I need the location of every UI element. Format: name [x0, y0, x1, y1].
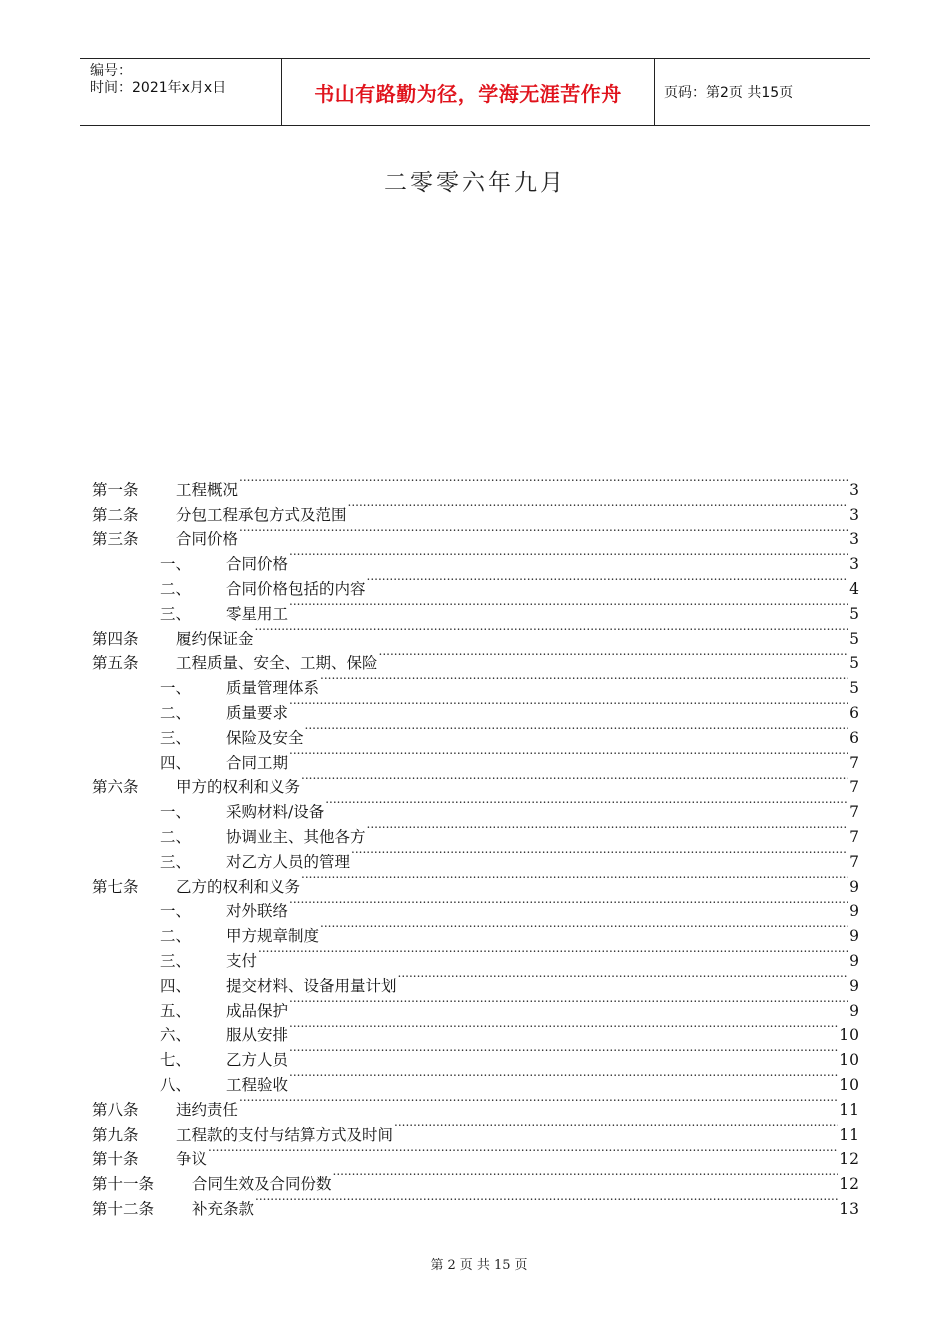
- toc-entry-page: 10: [839, 1075, 859, 1094]
- toc-dot-leader: [398, 966, 849, 991]
- toc-dot-leader: [289, 1040, 838, 1065]
- table-of-contents: [92, 470, 859, 1218]
- toc-dot-leader: [301, 768, 848, 793]
- toc-entry-number: 二、: [160, 827, 192, 846]
- toc-entry-page: 12: [839, 1150, 859, 1169]
- toc-dot-leader: [367, 569, 849, 594]
- toc-entry-page: 6: [849, 703, 859, 722]
- toc-entry-number: 二、: [160, 703, 192, 722]
- toc-entry-number: 二、: [160, 579, 192, 598]
- doc-number-label: 编号：: [90, 63, 132, 79]
- toc-entry-number: 四、: [160, 976, 192, 995]
- toc-entry-page: 9: [849, 902, 859, 921]
- toc-entry-page: 5: [849, 679, 859, 698]
- toc-dot-leader: [289, 544, 848, 569]
- toc-entry[interactable]: [92, 1140, 859, 1169]
- toc-entry-number: 第三条: [92, 530, 139, 549]
- toc-entry-number: 八、: [160, 1075, 192, 1094]
- toc-entry-number: 三、: [160, 951, 192, 970]
- toc-dot-leader: [239, 470, 848, 495]
- toc-entry-page: 9: [849, 877, 859, 896]
- toc-dot-leader: [320, 916, 848, 941]
- toc-entry-title: 乙方的权利和义务: [176, 877, 301, 896]
- toc-dot-leader: [289, 693, 848, 718]
- document-date-title: 二零零六年九月: [384, 170, 566, 196]
- toc-entry-title: 争议: [176, 1150, 208, 1169]
- toc-entry-number: 第十条: [92, 1150, 139, 1169]
- footer-prefix: 第: [430, 1258, 444, 1273]
- toc-dot-leader: [305, 718, 849, 743]
- header-motto: 书山有路勤为径，学海无涯苦作舟: [281, 59, 655, 125]
- toc-entry-title: 质量管理体系: [226, 679, 320, 698]
- toc-entry-title: 甲方的权利和义务: [176, 778, 301, 797]
- toc-entry-title: 提交材料、设备用量计划: [226, 976, 397, 995]
- toc-dot-leader: [258, 941, 848, 966]
- toc-dot-leader: [320, 668, 848, 693]
- toc-entry-title: 工程款的支付与结算方式及时间: [176, 1125, 394, 1144]
- toc-dot-leader: [351, 842, 848, 867]
- toc-entry-page: 3: [849, 505, 859, 524]
- toc-entry-number: 一、: [160, 902, 192, 921]
- toc-entry-title: 分包工程承包方式及范围: [176, 505, 347, 524]
- toc-dot-leader: [255, 619, 849, 644]
- toc-entry-title: 工程概况: [176, 480, 239, 499]
- toc-entry-title: 工程质量、安全、工期、保险: [176, 654, 378, 673]
- toc-dot-leader: [208, 1140, 838, 1165]
- toc-entry-number: 三、: [160, 728, 192, 747]
- toc-dot-leader: [333, 1164, 839, 1189]
- toc-dot-leader: [289, 1016, 838, 1041]
- toc-dot-leader: [301, 867, 848, 892]
- toc-entry-number: 六、: [160, 1026, 192, 1045]
- toc-entry-number: 三、: [160, 604, 192, 623]
- toc-entry-number: 第一条: [92, 480, 139, 499]
- toc-entry-title: 违约责任: [176, 1100, 239, 1119]
- toc-entry-title: 履约保证金: [176, 629, 254, 648]
- toc-entry-page: 3: [849, 480, 859, 499]
- toc-dot-leader: [289, 743, 848, 768]
- toc-entry-title: 合同生效及合同份数: [192, 1175, 332, 1194]
- footer-mid: 页 共: [459, 1258, 490, 1273]
- toc-entry-page: 3: [849, 555, 859, 574]
- toc-entry-page: 5: [849, 629, 859, 648]
- page-footer: [0, 1254, 950, 1273]
- toc-entry-number: 七、: [160, 1051, 192, 1070]
- toc-entry-title: 合同工期: [226, 753, 289, 772]
- toc-entry-number: 五、: [160, 1001, 192, 1020]
- footer-total-pages: 15: [493, 1258, 511, 1273]
- toc-entry-title: 补充条款: [192, 1199, 255, 1218]
- toc-entry[interactable]: [92, 1164, 859, 1194]
- toc-entry-title: 服从安排: [226, 1026, 289, 1045]
- toc-entry-title: 对乙方人员的管理: [226, 852, 351, 871]
- toc-entry[interactable]: [92, 470, 859, 499]
- toc-dot-leader: [348, 495, 849, 520]
- toc-dot-leader: [367, 817, 849, 842]
- toc-entry-title: 合同价格: [176, 530, 239, 549]
- toc-dot-leader: [255, 1189, 838, 1214]
- toc-entry-title: 甲方规章制度: [226, 927, 320, 946]
- toc-entry-page: 9: [849, 1001, 859, 1020]
- toc-entry-number: 第七条: [92, 877, 139, 896]
- toc-dot-leader: [289, 892, 848, 917]
- doc-time-label: 时间：2021年x月x日: [90, 80, 227, 96]
- toc-dot-leader: [289, 991, 848, 1016]
- toc-entry-number: 第十二条: [92, 1199, 155, 1218]
- toc-entry-number: 第二条: [92, 505, 139, 524]
- toc-entry-number: 第六条: [92, 778, 139, 797]
- toc-entry-page: 9: [849, 951, 859, 970]
- toc-entry-number: 第九条: [92, 1125, 139, 1144]
- toc-entry-title: 支付: [226, 951, 258, 970]
- toc-dot-leader: [325, 792, 848, 817]
- toc-entry-page: 10: [839, 1026, 859, 1045]
- toc-entry-title: 零星用工: [226, 604, 289, 623]
- toc-entry-number: 一、: [160, 803, 192, 822]
- page-header: [80, 58, 870, 126]
- toc-entry-page: 5: [849, 654, 859, 673]
- toc-entry-page: 9: [849, 976, 859, 995]
- footer-page-number: 2: [447, 1258, 456, 1273]
- toc-entry-page: 12: [839, 1175, 859, 1194]
- toc-entry-page: 6: [849, 728, 859, 747]
- toc-entry-page: 7: [849, 753, 859, 772]
- toc-entry-number: 第八条: [92, 1100, 139, 1119]
- toc-entry-title: 合同价格: [226, 555, 289, 574]
- toc-dot-leader: [289, 1065, 838, 1090]
- footer-suffix: 页: [514, 1258, 528, 1273]
- toc-entry-title: 质量要求: [226, 703, 289, 722]
- toc-entry-title: 工程验收: [226, 1075, 289, 1094]
- toc-entry-title: 采购材料/设备: [226, 803, 325, 822]
- toc-entry-page: 11: [839, 1125, 859, 1144]
- toc-entry-number: 第四条: [92, 629, 139, 648]
- toc-entry-page: 11: [839, 1100, 859, 1119]
- header-meta: [80, 59, 281, 125]
- toc-entry-page: 13: [839, 1199, 859, 1218]
- toc-entry-number: 二、: [160, 927, 192, 946]
- toc-entry-page: 5: [849, 604, 859, 623]
- toc-dot-leader: [239, 1090, 838, 1115]
- toc-entry-number: 四、: [160, 753, 192, 772]
- toc-entry-number: 第五条: [92, 654, 139, 673]
- toc-entry-number: 一、: [160, 555, 192, 574]
- toc-entry-title: 成品保护: [226, 1001, 289, 1020]
- toc-dot-leader: [379, 644, 849, 669]
- toc-dot-leader: [239, 520, 848, 545]
- toc-entry-page: 4: [849, 579, 859, 598]
- toc-entry-title: 乙方人员: [226, 1051, 289, 1070]
- toc-entry-title: 对外联络: [226, 902, 289, 921]
- toc-entry-page: 10: [839, 1051, 859, 1070]
- toc-entry-page: 7: [849, 827, 859, 846]
- toc-dot-leader: [289, 594, 848, 619]
- toc-entry-page: 7: [849, 778, 859, 797]
- toc-entry-title: 协调业主、其他各方: [226, 827, 366, 846]
- toc-entry-number: 一、: [160, 679, 192, 698]
- toc-entry-number: 第十一条: [92, 1175, 155, 1194]
- toc-entry-number: 三、: [160, 852, 192, 871]
- toc-entry-title: 合同价格包括的内容: [226, 579, 366, 598]
- toc-entry-page: 7: [849, 852, 859, 871]
- toc-entry-title: 保险及安全: [226, 728, 304, 747]
- toc-entry-page: 9: [849, 927, 859, 946]
- header-page-label: 页码：第2页 共15页: [664, 85, 794, 101]
- toc-dot-leader: [394, 1115, 838, 1140]
- toc-entry-page: 3: [849, 530, 859, 549]
- toc-entry-page: 7: [849, 803, 859, 822]
